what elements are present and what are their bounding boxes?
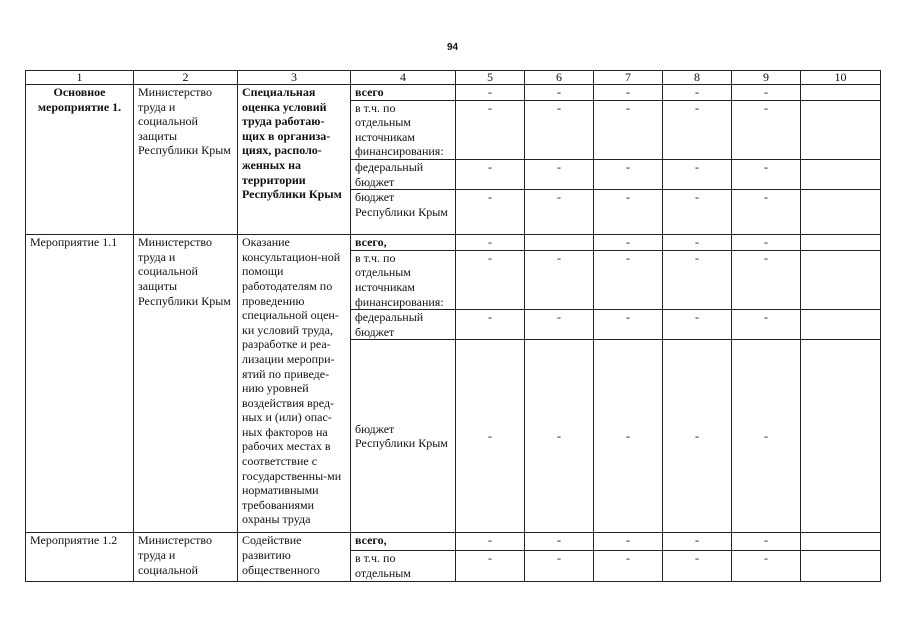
- table-row: [26, 235, 881, 251]
- value-cell: -: [732, 310, 801, 340]
- column-header: 7: [594, 71, 663, 85]
- source-label: федеральный бюджет: [351, 310, 456, 340]
- value-cell: [801, 250, 881, 309]
- value-cell: -: [525, 533, 594, 551]
- value-cell: -: [594, 100, 663, 159]
- source-label: всего: [351, 85, 456, 101]
- value-cell: -: [663, 250, 732, 309]
- value-cell: [801, 190, 881, 235]
- value-cell: -: [456, 551, 525, 581]
- column-header: 5: [456, 71, 525, 85]
- value-cell: [801, 310, 881, 340]
- value-cell: -: [525, 100, 594, 159]
- value-cell: -: [594, 551, 663, 581]
- source-label: всего,: [351, 533, 456, 551]
- activity-title: Мероприятие 1.1: [26, 235, 134, 533]
- value-cell: -: [732, 85, 801, 101]
- column-header: 6: [525, 71, 594, 85]
- activity-description: Содействие развитию общественного: [238, 533, 351, 581]
- table-row: [26, 85, 881, 101]
- activity-title: Мероприятие 1.2: [26, 533, 134, 581]
- value-cell: -: [456, 533, 525, 551]
- value-cell: [801, 551, 881, 581]
- table-row: [26, 533, 881, 551]
- value-cell: -: [456, 159, 525, 189]
- column-header: 3: [238, 71, 351, 85]
- responsible-executor: Министерство труда и социальной защиты Республики Крым: [134, 85, 238, 235]
- value-cell: -: [663, 551, 732, 581]
- value-cell: -: [663, 235, 732, 251]
- value-cell: -: [525, 310, 594, 340]
- column-header: 9: [732, 71, 801, 85]
- activity-title: Основное мероприятие 1.: [26, 85, 134, 235]
- value-cell: -: [663, 340, 732, 533]
- page-number: 94: [446, 42, 459, 53]
- value-cell: [801, 235, 881, 251]
- activity-description: Оказание консультацион-ной помощи работодателям по проведению специальной оцен-ки условий труда, разработке и реа-лизации меропри-ятий по приведе-нию уровней воздействия вред-ных и (или) опас-ных факторов на рабочих местах в соответствие с государственны-ми нормативными требованиями охраны труда: [238, 235, 351, 533]
- value-cell: -: [594, 340, 663, 533]
- activity-description: Специальная оценка условий труда работаю-щих в организа-циях, располо-женных на территории Республики Крым: [238, 85, 351, 235]
- value-cell: -: [456, 85, 525, 101]
- financing-table: [25, 70, 881, 582]
- value-cell: -: [663, 159, 732, 189]
- value-cell: -: [663, 310, 732, 340]
- value-cell: -: [456, 190, 525, 235]
- value-cell: -: [594, 310, 663, 340]
- value-cell: -: [663, 190, 732, 235]
- value-cell: -: [456, 340, 525, 533]
- value-cell: -: [663, 533, 732, 551]
- source-label: в т.ч. по отдельным: [351, 551, 456, 581]
- value-cell: -: [525, 551, 594, 581]
- value-cell: -: [663, 100, 732, 159]
- value-cell: [801, 159, 881, 189]
- column-header: 1: [26, 71, 134, 85]
- value-cell: -: [732, 100, 801, 159]
- value-cell: -: [594, 85, 663, 101]
- value-cell: -: [732, 235, 801, 251]
- value-cell: -: [594, 190, 663, 235]
- value-cell: -: [732, 159, 801, 189]
- value-cell: -: [732, 190, 801, 235]
- value-cell: -: [456, 235, 525, 251]
- value-cell: -: [456, 100, 525, 159]
- source-label: бюджет Республики Крым: [351, 340, 456, 533]
- value-cell: -: [456, 310, 525, 340]
- source-label: всего,: [351, 235, 456, 251]
- value-cell: [801, 533, 881, 551]
- column-header: 2: [134, 71, 238, 85]
- value-cell: -: [525, 250, 594, 309]
- source-label: федеральный бюджет: [351, 159, 456, 189]
- value-cell: -: [525, 85, 594, 101]
- value-cell: -: [732, 340, 801, 533]
- value-cell: [801, 340, 881, 533]
- responsible-executor: Министерство труда и социальной защиты Республики Крым: [134, 235, 238, 533]
- source-label: в т.ч. по отдельным источникам финансирования:: [351, 250, 456, 309]
- value-cell: -: [525, 340, 594, 533]
- value-cell: [525, 235, 594, 251]
- column-header: 4: [351, 71, 456, 85]
- source-label: бюджет Республики Крым: [351, 190, 456, 235]
- header-row: [26, 71, 881, 85]
- value-cell: -: [732, 533, 801, 551]
- value-cell: -: [525, 190, 594, 235]
- column-header: 10: [801, 71, 881, 85]
- value-cell: -: [594, 533, 663, 551]
- value-cell: -: [732, 551, 801, 581]
- value-cell: [801, 85, 881, 101]
- column-header: 8: [663, 71, 732, 85]
- value-cell: -: [525, 159, 594, 189]
- value-cell: -: [594, 159, 663, 189]
- value-cell: -: [663, 85, 732, 101]
- value-cell: -: [732, 250, 801, 309]
- value-cell: -: [456, 250, 525, 309]
- value-cell: -: [594, 235, 663, 251]
- source-label: в т.ч. по отдельным источникам финансирования:: [351, 100, 456, 159]
- responsible-executor: Министерство труда и социальной: [134, 533, 238, 581]
- value-cell: [801, 100, 881, 159]
- value-cell: -: [594, 250, 663, 309]
